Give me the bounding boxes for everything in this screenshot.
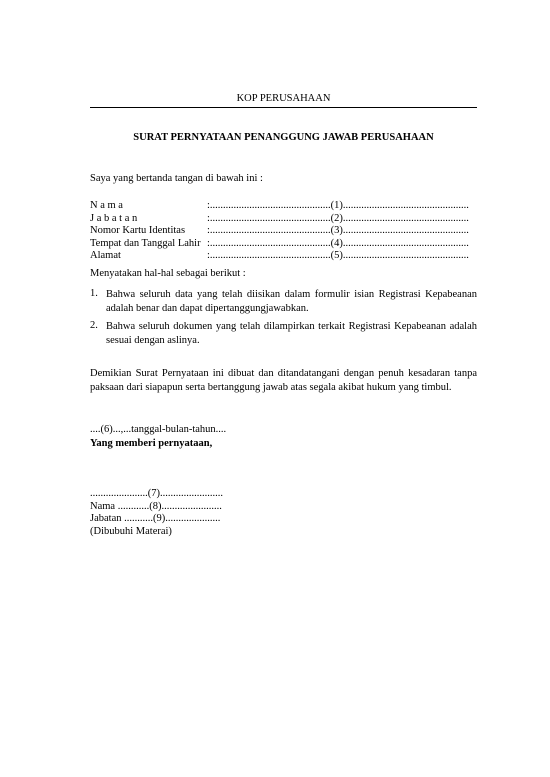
company-letterhead: KOP PERUSAHAAN bbox=[236, 93, 331, 104]
list-item-text: Bahwa seluruh dokumen yang telah dilampirkan terkait Registrasi Kepabeanan adalah sesuai dengan aslinya. bbox=[106, 321, 477, 346]
intro-text: Saya yang bertanda tangan di bawah ini : bbox=[90, 173, 263, 184]
field-label-birth: Tempat dan Tanggal Lahir bbox=[90, 237, 201, 249]
statement-list bbox=[90, 288, 477, 352]
field-value-nama: :..............................................(1)................................................ bbox=[207, 200, 469, 211]
field-row-address bbox=[90, 250, 477, 263]
list-item bbox=[90, 320, 477, 348]
list-item-text: Bahwa seluruh data yang telah diisikan dalam formulir isian Registrasi Kepabeanan adalah benar dan dapat dipertanggungjawabkan. bbox=[106, 289, 477, 314]
signer-position-line: Jabatan ...........(9)..................... bbox=[90, 513, 221, 524]
closing-paragraph: Demikian Surat Pernyataan ini dibuat dan ditandatangani dengan penuh kesadaran tanpa paksaan dari siapapun serta bertanggung jawab atas segala akibat hukum yang timbul. bbox=[90, 368, 477, 393]
field-label-jabatan: J a b a t a n bbox=[90, 212, 138, 224]
field-value-address: :..............................................(5)................................................ bbox=[207, 250, 469, 261]
field-value-birth: :..............................................(4)................................................ bbox=[207, 237, 469, 249]
field-row-birth bbox=[90, 238, 477, 251]
field-row-identity-number bbox=[90, 225, 477, 238]
signer-name-line: Nama ............(8)....................... bbox=[90, 500, 222, 512]
list-item bbox=[90, 288, 477, 316]
statement-giver-label: Yang memberi pernyataan, bbox=[90, 438, 213, 449]
signature-line: ......................(7)........................ bbox=[90, 488, 223, 499]
date-line: ....(6)...,...tanggal-bulan-tahun.... bbox=[90, 424, 227, 435]
field-row-nama bbox=[90, 200, 477, 213]
field-value-jabatan: :..............................................(2)................................................ bbox=[207, 212, 469, 224]
field-value-identity-number: :..............................................(3)................................................ bbox=[207, 225, 469, 236]
field-row-jabatan bbox=[90, 213, 477, 226]
statement-intro: Menyatakan hal-hal sebagai berikut : bbox=[90, 268, 246, 279]
field-label-identity-number: Nomor Kartu Identitas bbox=[90, 225, 186, 236]
document-title: SURAT PERNYATAAN PENANGGUNG JAWAB PERUSAHAAN bbox=[133, 132, 434, 143]
field-label-address: Alamat bbox=[90, 250, 121, 261]
list-item-number: 1. bbox=[90, 288, 98, 299]
stamp-note: (Dibubuhi Materai) bbox=[90, 525, 172, 537]
field-label-nama: N a m a bbox=[90, 200, 123, 211]
list-item-number: 2. bbox=[90, 320, 98, 331]
letterhead-divider bbox=[90, 107, 477, 108]
identity-fields bbox=[90, 200, 477, 263]
signature-block bbox=[90, 488, 290, 538]
